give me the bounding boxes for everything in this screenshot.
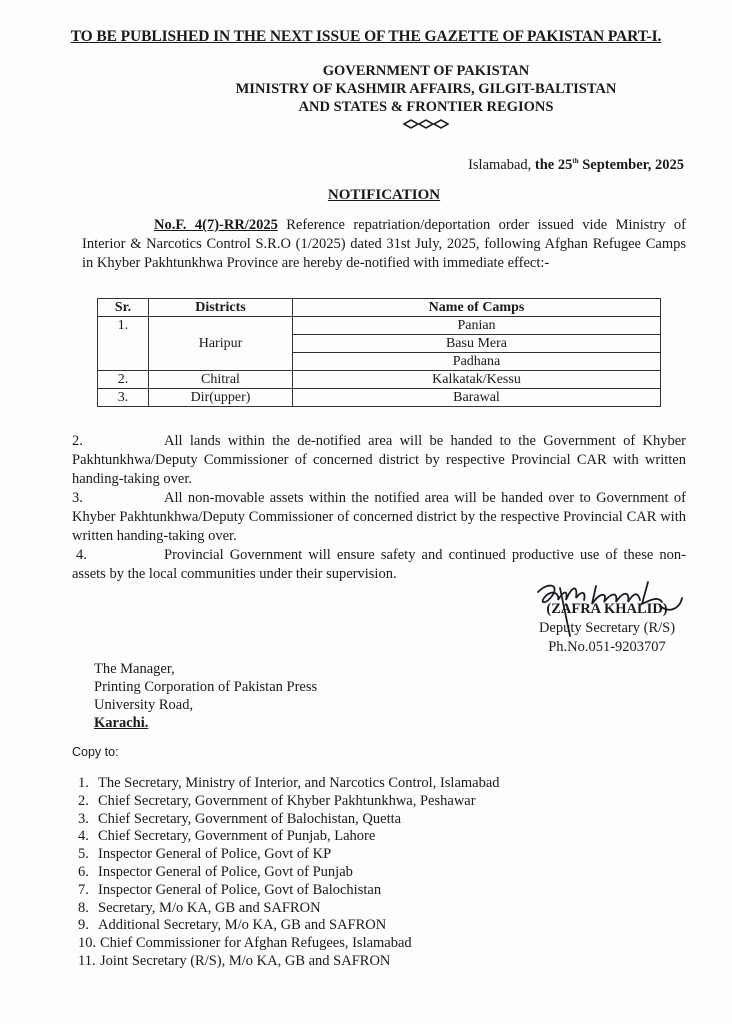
copy-to-item-text: Chief Secretary, Government of Punjab, Lahore	[98, 828, 376, 845]
copy-to-item-number: 5.	[78, 846, 89, 863]
address-line: University Road,	[94, 697, 194, 713]
copy-to-item-number: 7.	[78, 881, 89, 898]
cell-camp: Padhana	[293, 353, 661, 371]
copy-to-item-number: 11.	[78, 952, 96, 969]
copy-to-list	[78, 775, 500, 971]
paragraph-number: 3.	[72, 490, 83, 506]
copy-to-label: Copy to:	[72, 745, 119, 759]
issue-date	[468, 157, 684, 174]
copy-to-item-number: 8.	[78, 899, 89, 916]
intro-text: Reference repatriation/deportation order issued vide Ministry of Interior & Narcotics Control S.R.O (1/2025) dated 31st July, 2025, following Afghan Refugee Camps in Khyber Pakhtunkhwa Province are hereby de-notified with immediate effect:-	[82, 217, 686, 271]
copy-to-item-number: 2.	[78, 792, 89, 809]
copy-to-item-text: Chief Secretary, Government of Balochistan, Quetta	[98, 810, 402, 827]
cell-district: Chitral	[149, 371, 293, 389]
copy-to-item-number: 9.	[78, 917, 89, 934]
copy-to-item-number: 6.	[78, 863, 89, 880]
copy-to-item-text: Chief Secretary, Government of Khyber Pakhtunkhwa, Peshawar	[98, 792, 476, 809]
table-header-row	[98, 299, 661, 317]
table-row	[98, 371, 661, 389]
letterhead-government: GOVERNMENT OF PAKISTAN	[322, 63, 530, 79]
copy-to-item-text: Secretary, M/o KA, GB and SAFRON	[98, 899, 321, 916]
signatory-phone: Ph.No.051-9203707	[548, 639, 666, 655]
copy-to-item-text: Inspector General of Police, Govt of Punjab	[98, 863, 353, 880]
cell-camp: Panian	[293, 317, 661, 335]
copy-to-item	[78, 900, 500, 918]
table-row	[98, 389, 661, 407]
cell-camp: Kalkatak/Kessu	[293, 371, 661, 389]
signatory-name: (ZAFRA KHALID)	[546, 601, 668, 617]
cell-camp: Barawal	[293, 389, 661, 407]
date-ordinal: th	[572, 157, 579, 166]
signatory-designation: Deputy Secretary (R/S)	[538, 620, 676, 636]
copy-to-item	[78, 864, 500, 882]
address-city: Karachi.	[94, 715, 149, 731]
cell-district: Haripur	[149, 317, 293, 371]
address-line: The Manager,	[94, 661, 175, 677]
copy-to-item-number: 10.	[78, 935, 97, 952]
paragraph-number: 4.	[76, 547, 87, 563]
copy-to-item-text: Chief Commissioner for Afghan Refugees, Islamabad	[100, 935, 412, 952]
letterhead-ministry: MINISTRY OF KASHMIR AFFAIRS, GILGIT-BALTISTAN	[235, 81, 617, 97]
triple-diamond-ornament-icon	[0, 116, 732, 134]
paragraph-text: All lands within the de-notified area will be handed to the Government of Khyber Pakhtunkhwa/Deputy Commissioner of concerned district by respective Provincial CAR with written handing-taking over.	[72, 433, 686, 487]
table-row	[98, 317, 661, 335]
notification-title: NOTIFICATION	[327, 187, 441, 203]
date-month-year: September, 2025	[578, 157, 684, 173]
date-place: Islamabad,	[468, 157, 532, 173]
copy-to-item-text: The Secretary, Ministry of Interior, and Narcotics Control, Islamabad	[98, 775, 500, 791]
intro-paragraph	[82, 216, 686, 273]
copy-to-item	[78, 935, 500, 953]
copy-to-item	[78, 917, 500, 935]
copy-to-item	[78, 793, 500, 811]
cell-sr: 1.	[98, 317, 149, 371]
copy-to-item	[78, 882, 500, 900]
copy-to-item-text: Joint Secretary (R/S), M/o KA, GB and SAFRON	[100, 952, 391, 969]
signature-block	[527, 600, 687, 657]
copy-to-item	[78, 828, 500, 846]
letterhead	[0, 62, 732, 116]
copy-to-item	[78, 953, 500, 971]
copy-to-item	[78, 811, 500, 829]
header-camps: Name of Camps	[293, 299, 661, 317]
camps-table	[97, 298, 661, 407]
paragraph-text: Provincial Government will ensure safety and continued productive use of these non-assets by the local communities under their supervision.	[72, 547, 686, 582]
copy-to-item-number: 1.	[78, 775, 89, 791]
paragraph-text: All non-movable assets within the notified area will be handed over to Government of Khyber Pakhtunkhwa/Deputy Commissioner of concerned district by the respective Provincial CAR with written handing-taking over.	[72, 490, 686, 544]
cell-sr: 2.	[98, 371, 149, 389]
gazette-publication-line: TO BE PUBLISHED IN THE NEXT ISSUE OF THE GAZETTE OF PAKISTAN PART-I.	[70, 28, 662, 45]
copy-to-item-text: Inspector General of Police, Govt of KP	[98, 846, 332, 863]
date-day: the 25	[534, 157, 573, 173]
paragraph-2	[72, 432, 686, 489]
paragraph-number: 2.	[72, 433, 83, 449]
cell-sr: 3.	[98, 389, 149, 407]
header-sr: Sr.	[98, 299, 149, 317]
copy-to-item-text: Inspector General of Police, Govt of Balochistan	[98, 881, 382, 898]
copy-to-item-number: 3.	[78, 810, 89, 827]
copy-to-item-text: Additional Secretary, M/o KA, GB and SAFRON	[98, 917, 387, 934]
copy-to-item-number: 4.	[78, 828, 89, 845]
reference-number: No.F. 4(7)-RR/2025	[154, 217, 278, 233]
recipient-address	[94, 660, 317, 732]
copy-to-item	[78, 846, 500, 864]
address-line: Printing Corporation of Pakistan Press	[94, 679, 318, 695]
cell-camp: Basu Mera	[293, 335, 661, 353]
header-districts: Districts	[149, 299, 293, 317]
cell-district: Dir(upper)	[149, 389, 293, 407]
paragraph-3	[72, 489, 686, 546]
copy-to-item	[78, 775, 500, 793]
letterhead-ministry-cont: AND STATES & FRONTIER REGIONS	[298, 99, 554, 115]
